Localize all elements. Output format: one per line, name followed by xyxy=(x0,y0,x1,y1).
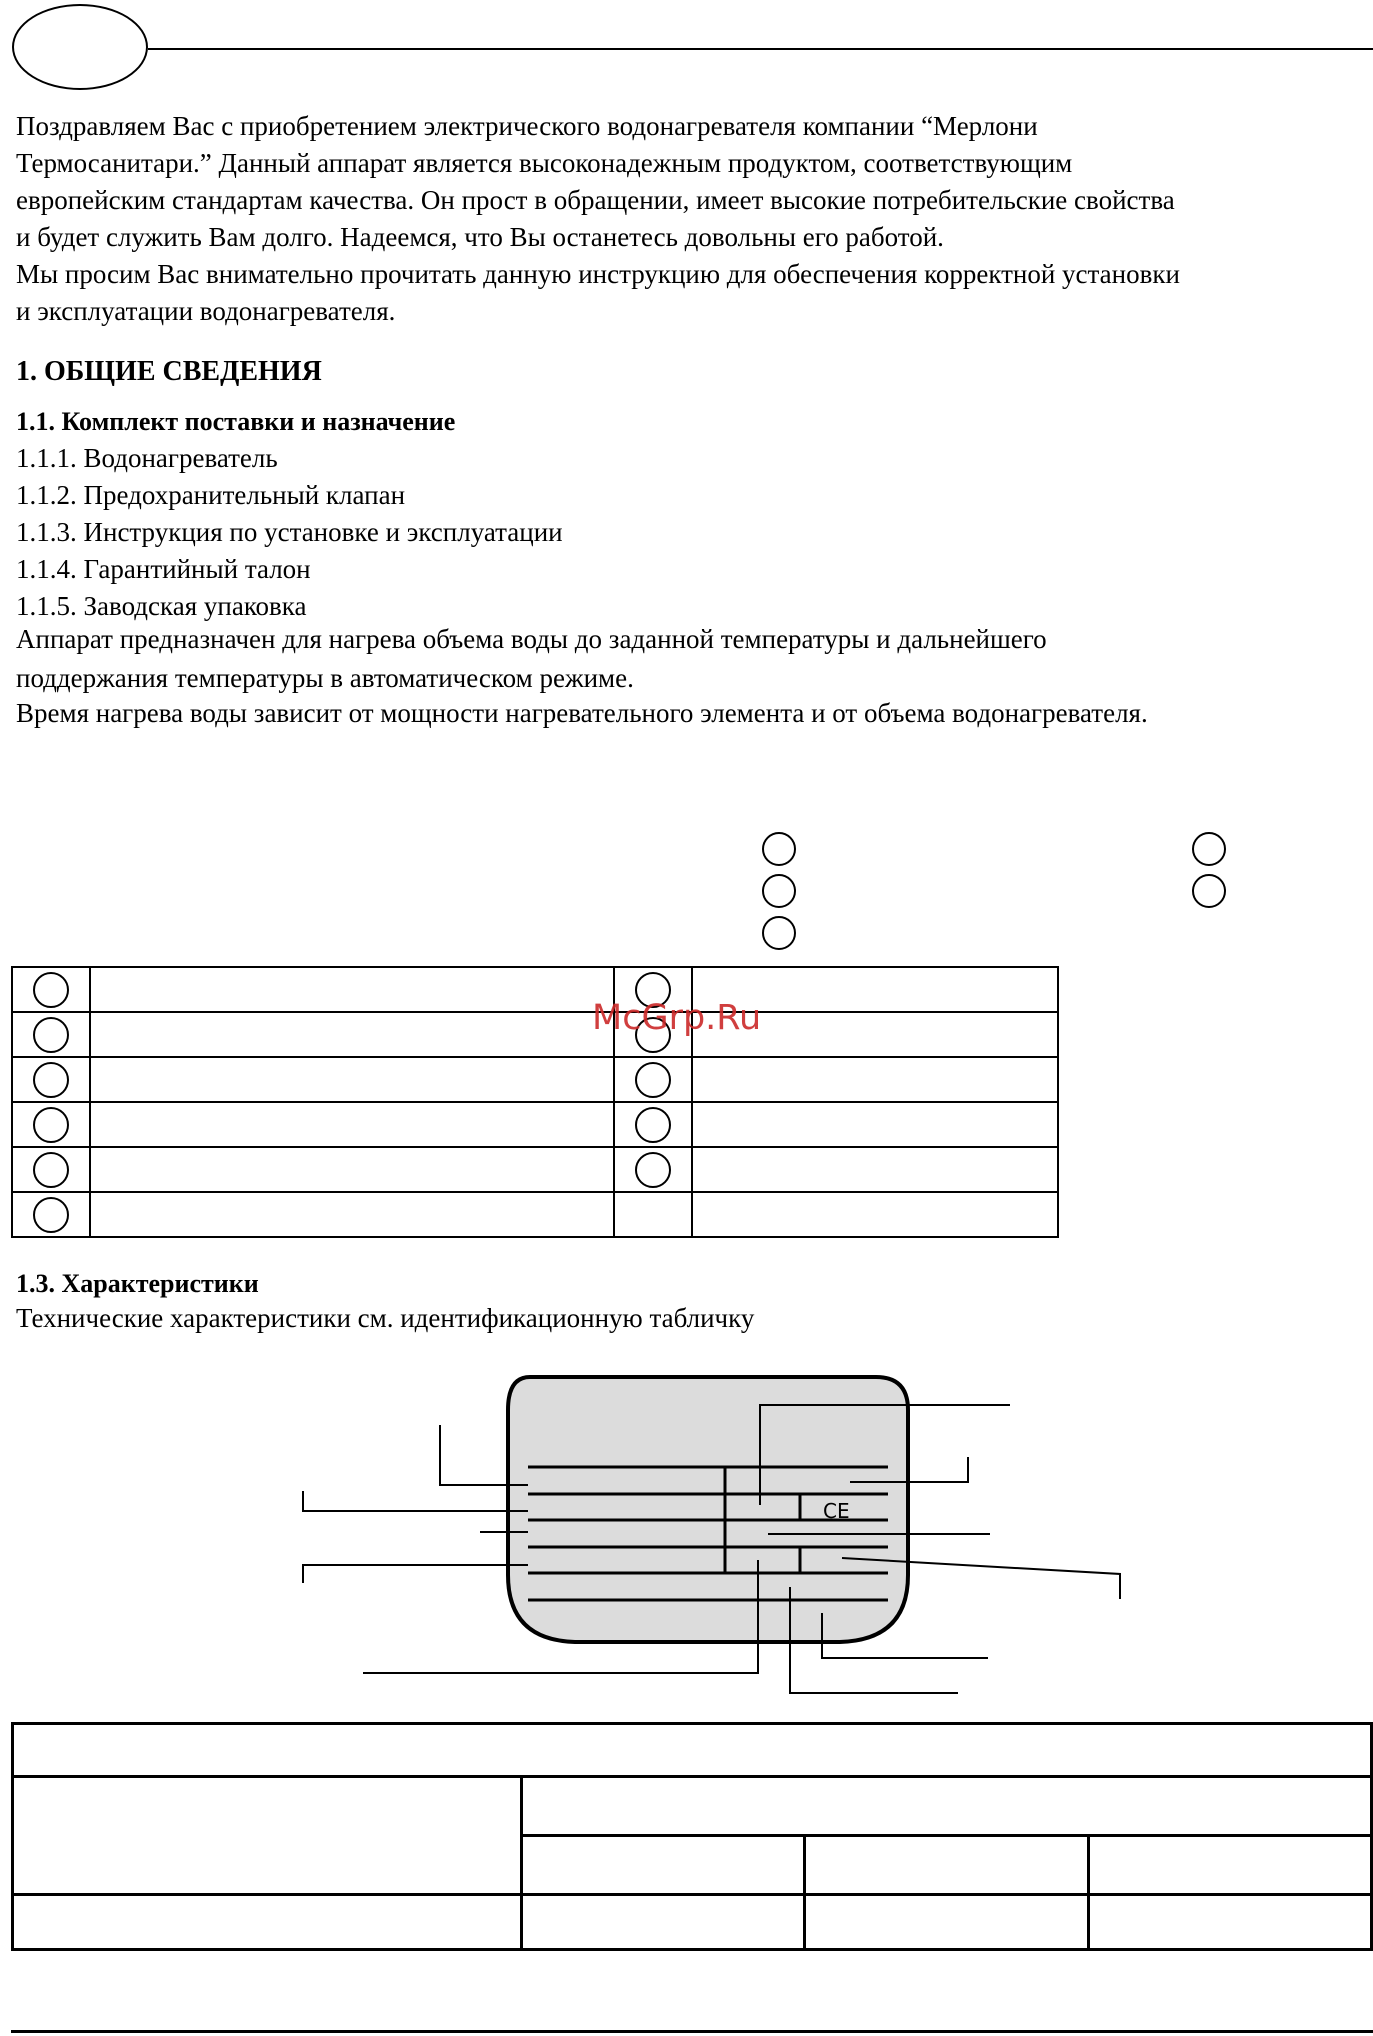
list-item: 1.1.2. Предохранительный клапан xyxy=(16,480,406,510)
intro-line-4: и будет служить Вам долго. Надеемся, что Вы останетесь довольны его работой. xyxy=(16,222,944,252)
callout-circle xyxy=(1192,874,1226,908)
spec-table xyxy=(11,1722,1373,1951)
section-1-3-text: Технические характеристики см. идентификационную табличку xyxy=(16,1303,755,1333)
callout-circle xyxy=(33,1107,69,1143)
table-row xyxy=(13,1895,1372,1950)
intro-line-5: Мы просим Вас внимательно прочитать данную инструкцию для обеспечения корректной установки xyxy=(16,259,1180,289)
callout-circle xyxy=(33,1062,69,1098)
callout-circle xyxy=(33,1152,69,1188)
table-row xyxy=(12,1057,1058,1102)
intro-line-1: Поздравляем Вас с приобретением электрического водонагревателя компании “Мерлони xyxy=(16,111,1038,141)
identification-plate-diagram xyxy=(0,1360,1373,1710)
table-row xyxy=(13,1777,1372,1836)
table-row xyxy=(12,1012,1058,1057)
section-1-3-title: 1.3. Характеристики xyxy=(16,1269,259,1298)
ce-mark: CE xyxy=(823,1499,850,1523)
purpose-line-2: поддержания температуры в автоматическом режиме. xyxy=(16,663,634,693)
table-row xyxy=(13,1724,1372,1777)
section-1-1-title: 1.1. Комплект поставки и назначение xyxy=(16,407,456,436)
table-row xyxy=(12,1102,1058,1147)
callout-circle xyxy=(33,972,69,1008)
table-row xyxy=(12,967,1058,1012)
callout-circle xyxy=(762,916,796,950)
callout-circle xyxy=(762,874,796,908)
callout-circle xyxy=(33,1197,69,1233)
callout-circle xyxy=(635,1152,671,1188)
watermark: McGrp.Ru xyxy=(592,998,762,1038)
callout-circle xyxy=(1192,832,1226,866)
header-rule xyxy=(148,48,1373,50)
intro-line-3: европейским стандартам качества. Он прост в обращении, имеет высокие потребительские свойства xyxy=(16,185,1175,215)
purpose-line-3: Время нагрева воды зависит от мощности нагревательного элемента и от объема водонагревателя. xyxy=(16,698,1148,728)
intro-line-6: и эксплуатации водонагревателя. xyxy=(16,296,396,326)
callout-circle xyxy=(635,1062,671,1098)
footer-rule xyxy=(11,2030,1373,2033)
parts-legend-table xyxy=(11,966,1059,1238)
list-item: 1.1.3. Инструкция по установке и эксплуатации xyxy=(16,517,563,547)
list-item: 1.1.1. Водонагреватель xyxy=(16,443,278,473)
callout-circle xyxy=(635,1107,671,1143)
list-item: 1.1.4. Гарантийный талон xyxy=(16,554,311,584)
table-row xyxy=(12,1147,1058,1192)
table-row xyxy=(12,1192,1058,1237)
intro-line-2: Термосанитари.” Данный аппарат является высоконадежным продуктом, соответствующим xyxy=(16,148,1073,178)
callout-circle xyxy=(762,832,796,866)
purpose-line-1: Аппарат предназначен для нагрева объема воды до заданной температуры и дальнейшего xyxy=(16,624,1047,654)
header-oval xyxy=(12,4,148,90)
section-1-title: 1. ОБЩИЕ СВЕДЕНИЯ xyxy=(16,356,322,387)
callout-circle xyxy=(33,1017,69,1053)
list-item: 1.1.5. Заводская упаковка xyxy=(16,591,307,621)
